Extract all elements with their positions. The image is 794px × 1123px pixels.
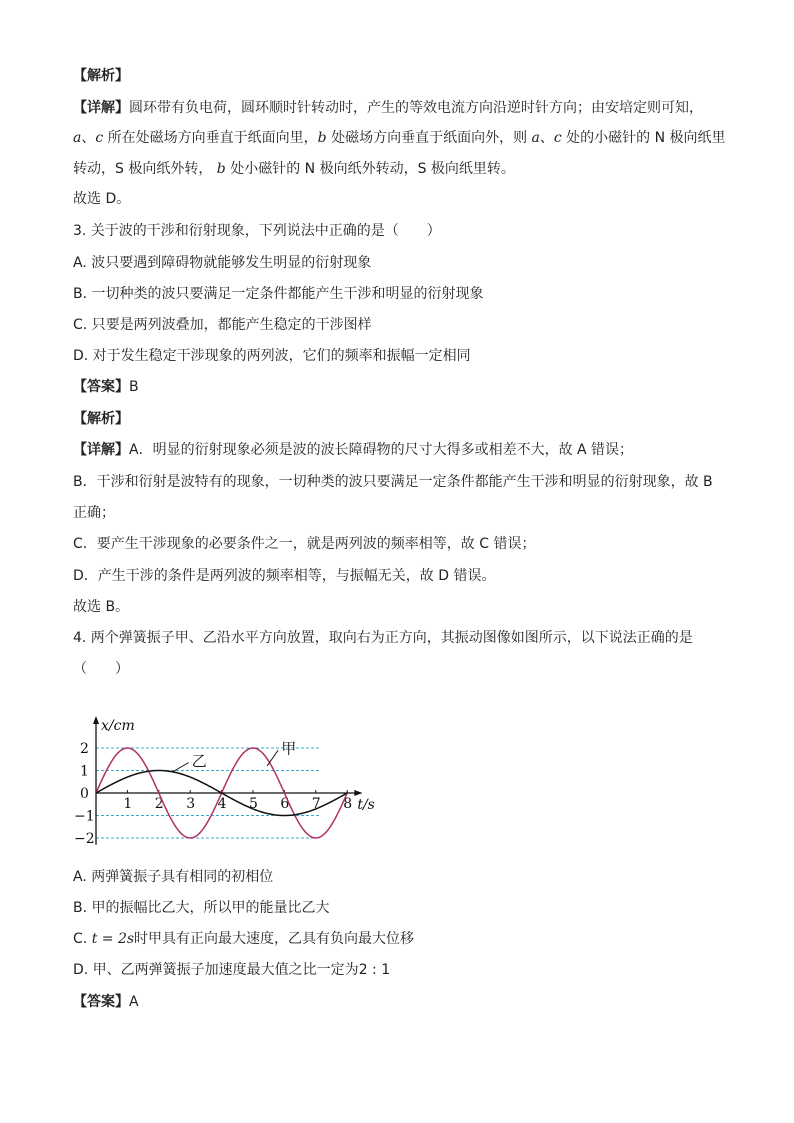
origin-label: 0	[80, 786, 89, 802]
q4-option-b: B. 甲的振幅比乙大，所以甲的能量比乙大	[73, 900, 330, 916]
analysis-heading: 【解析】	[73, 68, 129, 84]
series-1-leader	[267, 750, 278, 766]
series-2-label: 乙	[191, 752, 207, 770]
x-tick-label: 5	[249, 796, 258, 812]
q2-conclusion: 故选 D。	[73, 191, 131, 207]
q3-detail-d: D．产生干涉的条件是两列波的频率相等，与振幅无关，故 D 错误。	[73, 568, 496, 584]
y-tick-label: −1	[74, 808, 95, 825]
q3-option-c: C. 只要是两列波叠加，都能产生稳定的干涉图样	[73, 317, 372, 333]
q3-detail-b-1: B．干涉和衍射是波特有的现象，一切种类的波只要满足一定条件都能产生干涉和明显的衍射现象，故 B	[73, 474, 713, 490]
x-tick-label: 3	[186, 796, 196, 812]
q3-detail-c: C．要产生干涉现象的必要条件之一，就是两列波的频率相等，故 C 错误；	[73, 536, 536, 552]
y-axis-label: x/cm	[101, 718, 135, 734]
y-tick-label: −2	[74, 831, 95, 847]
q3-analysis-heading: 【解析】	[73, 411, 129, 427]
x-tick-label: 6	[280, 796, 290, 812]
series-1-label: 甲	[281, 739, 297, 758]
q4-option-a: A. 两弹簧振子具有相同的初相位	[73, 869, 274, 885]
x-tick-label: 8	[343, 796, 353, 812]
x-tick-label: 7	[311, 796, 321, 812]
x-axis-arrow	[354, 790, 362, 796]
q2-detail-line-1: 【详解】圆环带有负电荷，圆环顺时针转动时，产生的等效电流方向沿逆时针方向；由安培定则可知，	[73, 100, 703, 116]
x-axis-label: t/s	[357, 797, 375, 813]
x-tick-label: 1	[123, 796, 133, 812]
q3-conclusion: 故选 B。	[73, 599, 130, 615]
q4-answer: 【答案】A	[73, 994, 139, 1010]
q2-detail-line-2: a、c 所在处磁场方向垂直于纸面向里，b 处磁场方向垂直于纸面向外，则 a、c 处的小磁针的 N 极向纸里	[73, 130, 726, 146]
y-tick-label: 2	[80, 741, 89, 757]
q3-option-b: B. 一切种类的波只要满足一定条件都能产生干涉和明显的衍射现象	[73, 286, 484, 302]
q3-option-a: A. 波只要遇到障碍物就能够发生明显的衍射现象	[73, 255, 372, 271]
q3-stem: 3. 关于波的干涉和衍射现象，下列说法中正确的是（ ）	[73, 223, 441, 239]
y-axis-arrow	[93, 716, 99, 724]
q3-answer: 【答案】B	[73, 379, 139, 395]
q3-option-d: D. 对于发生稳定干涉现象的两列波，它们的频率和振幅一定相同	[73, 348, 471, 364]
vibration-graph	[70, 712, 400, 852]
q3-detail-a: 【详解】A．明显的衍射现象必须是波的波长障碍物的尺寸大得多或相差不大，故 A 错误；	[73, 442, 634, 458]
q4-stem-line-2: （ ）	[73, 661, 129, 677]
q3-detail-b-2: 正确；	[73, 505, 115, 521]
x-tick-label: 2	[154, 796, 164, 812]
q4-option-c: C. t = 2s时甲具有正向最大速度，乙具有负向最大位移	[73, 931, 415, 947]
q2-detail-line-3: 转动，S 极向纸外转， b 处小磁针的 N 极向纸外转动，S 极向纸里转。	[73, 161, 515, 177]
q4-stem-line-1: 4. 两个弹簧振子甲、乙沿水平方向放置，取向右为正方向，其振动图像如图所示，以下说法正确的是	[73, 630, 693, 646]
x-tick-label: 4	[217, 796, 227, 812]
q4-option-d: D. 甲、乙两弹簧振子加速度最大值之比一定为2 : 1	[73, 962, 391, 978]
y-tick-label: 1	[80, 763, 89, 780]
